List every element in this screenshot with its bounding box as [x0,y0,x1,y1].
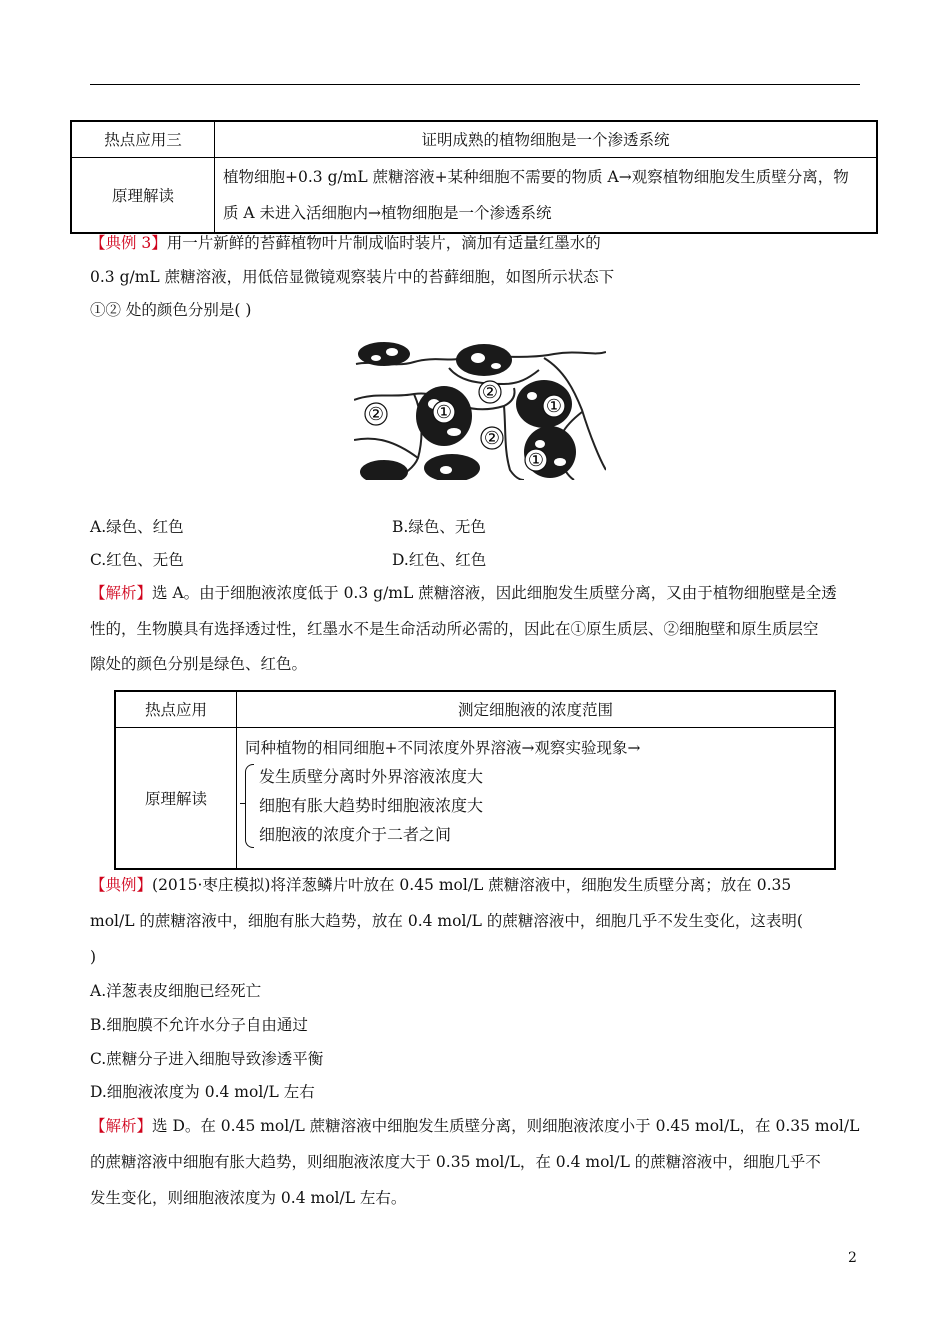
table1-principle [215,157,878,233]
example3-line2: 0.3 g/mL 蔗糖溶液，用低倍显微镜观察装片中的苔藓细胞，如图所示状态下 [90,268,615,286]
table2-principle [237,727,836,869]
option-d: D.红色、红色 [392,551,487,569]
analysis2-line3: 发生变化，则细胞液浓度为 0.4 mol/L 左右。 [90,1189,407,1207]
analysis2-line2: 的蔗糖溶液中细胞有胀大趋势，则细胞液浓度大于 0.35 mol/L，在 0.4 mol/L 的蔗糖溶液中，细胞几乎不 [90,1153,821,1171]
table2-principle-line1: 同种植物的相同细胞+不同浓度外界溶液→观察实验现象→ [245,738,641,757]
example-option-d: D.细胞液浓度为 0.4 mol/L 左右 [90,1083,315,1101]
analysis1-line2: 性的，生物膜具有选择透过性，红墨水不是生命活动所必需的，因此在①原生质层、②细胞壁和原生质层空 [90,620,819,638]
table1-principle-line1: 植物细胞+0.3 g/mL 蔗糖溶液+某种细胞不需要的物质 A→观察植物细胞发生质壁分离，物 [223,167,849,186]
example-line2: mol/L 的蔗糖溶液中，细胞有胀大趋势，放在 0.4 mol/L 的蔗糖溶液中，细胞几乎不发生变化，这表明( [90,912,803,930]
analysis2-line1 [90,1119,859,1135]
brace-item-3: 细胞液的浓度介于二者之间 [259,824,452,844]
example-line3: ) [90,948,97,966]
example-text1: (2015·枣庄模拟)将洋葱鳞片叶放在 0.45 mol/L 蔗糖溶液中，细胞发生质壁分离；放在 0.35 [152,876,792,894]
brace-item-1: 发生质壁分离时外界溶液浓度大 [259,766,484,786]
figure-label-5: ② [483,428,501,449]
example-option-b: B.细胞膜不允许水分子自由通过 [90,1016,308,1034]
table1-label-hotspot: 热点应用三 [71,121,215,157]
analysis1-line3: 隙处的颜色分别是绿色、红色。 [90,655,308,673]
header-rule [90,84,860,85]
example-option-a: A.洋葱表皮细胞已经死亡 [90,982,262,1000]
figure-label-3: ② [481,382,499,403]
example3-line3: ①② 处的颜色分别是( ) [90,301,252,319]
analysis2-text1: 选 D。在 0.45 mol/L 蔗糖溶液中细胞发生质壁分离，则细胞液浓度小于 0.45 mol/L，在 0.35 mol/L [152,1117,860,1135]
analysis1-tag: 【解析】 [90,584,153,602]
table2-label-principle: 原理解读 [115,727,237,869]
example3-line1 [90,236,601,252]
hotspot-table-3 [70,120,878,234]
table2-label-hotspot: 热点应用 [115,691,237,727]
table2-brace-list [245,762,826,849]
brace-item-2: 细胞有胀大趋势时细胞液浓度大 [259,795,484,815]
figure-label-1: ② [367,404,385,425]
example3-tag: 【典例 3】 [90,234,167,252]
brace-symbol [245,764,254,848]
table1-title: 证明成熟的植物细胞是一个渗透系统 [215,121,878,157]
example-option-c: C.蔗糖分子进入细胞导致渗透平衡 [90,1050,324,1068]
example-line1 [90,878,791,894]
figure-label-2: ① [435,402,453,423]
page-number: 2 [848,1250,857,1266]
analysis1-line1 [90,586,837,602]
option-c: C.红色、无色 [90,551,184,569]
example-tag: 【典例】 [90,876,153,894]
table1-label-principle: 原理解读 [71,157,215,233]
moss-cells-figure [354,340,606,480]
table1-principle-line2: 质 A 未进入活细胞内→植物细胞是一个渗透系统 [223,203,552,222]
option-a: A.绿色、红色 [90,518,184,536]
analysis2-tag: 【解析】 [90,1117,153,1135]
table2-title: 测定细胞液的浓度范围 [237,691,836,727]
hotspot-table-concentration [114,690,836,870]
analysis1-text1: 选 A。由于细胞液浓度低于 0.3 g/mL 蔗糖溶液，因此细胞发生质壁分离，又由于植物细胞壁是全透 [152,584,837,602]
figure-label-4: ① [545,396,563,417]
example3-text1: 用一片新鲜的苔藓植物叶片制成临时装片，滴加有适量红墨水的 [166,234,601,252]
option-b: B.绿色、无色 [392,518,486,536]
figure-label-6: ① [527,450,545,471]
